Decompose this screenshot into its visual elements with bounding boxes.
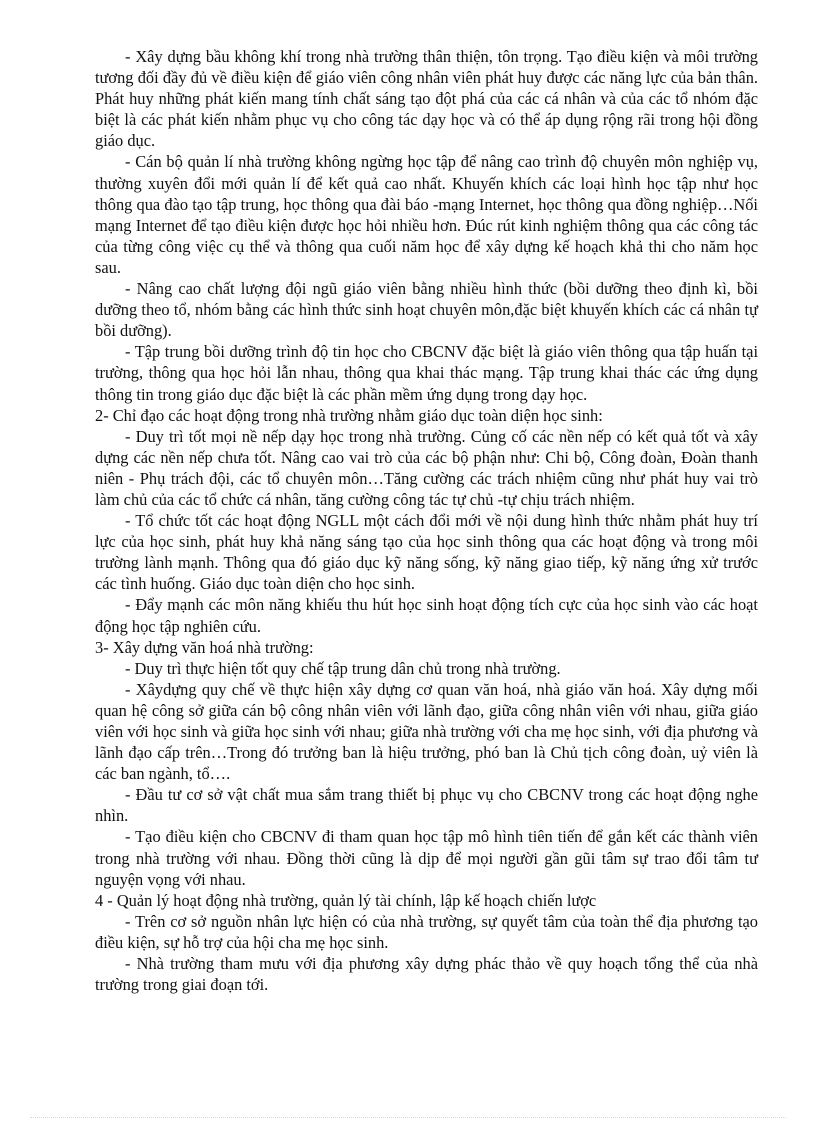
paragraph-field-trips: - Tạo điều kiện cho CBCNV đi tham quan học tập mô hình tiên tiến để gắn kết các thành viên trong nhà trường với nhau. Đồng thời cũng là dịp để mọi người gần gũi tâm sự trao đổi tâm tư nguyện vọng với nhau. bbox=[95, 827, 758, 889]
paragraph-it-training: - Tập trung bồi dưỡng trình độ tin học cho CBCNV đặc biệt là giáo viên thông qua tập huấn tại trường, thông qua học hỏi lẫn nhau, thông qua khai thác mạng. Tập trung khai thác các ứng dụng thông tin trong giáo dục đặc biệt là các phần mềm ứng dụng trong dạy học. bbox=[95, 342, 758, 404]
paragraph-planning: - Nhà trường tham mưu với địa phương xây dựng phác thảo về quy hoạch tổng thể của nhà trường trong giai đoạn tới. bbox=[95, 954, 758, 995]
document-body bbox=[95, 46, 758, 995]
section-heading-2: 2- Chỉ đạo các hoạt động trong nhà trường nhằm giáo dục toàn diện học sinh: bbox=[95, 405, 603, 425]
paragraph-management-learning: - Cán bộ quản lí nhà trường không ngừng học tập để nâng cao trình độ chuyên môn nghiệp vụ, thường xuyên đổi mới quản lí để kết quả cao nhất. Khuyến khích các loại hình học tập như học thông qua đào tạo tập trung, học thông qua đài báo -mạng Internet, học thông qua đồng nghiệp…Nối mạng Internet để tạo điều kiện được học hỏi nhiều hơn. Đúc rút kinh nghiệm thông qua các công tác của từng công việc cụ thể và thông qua cuối năm học để xây dựng kế hoạch khả thi cho năm học sau. bbox=[95, 152, 758, 277]
paragraph-democracy: - Duy trì thực hiện tốt quy chế tập trung dân chủ trong nhà trường. bbox=[125, 658, 561, 678]
paragraph-teacher-quality: - Nâng cao chất lượng đội ngũ giáo viên bằng nhiều hình thức (bồi dưỡng theo định kì, bồi dưỡng theo tổ, nhóm bằng các hình thức sinh hoạt chuyên môn,đặc biệt khuyến khích các cá nhân tự bồi dưỡng). bbox=[95, 279, 758, 341]
section-heading-3: 3- Xây dựng văn hoá nhà trường: bbox=[95, 637, 314, 657]
paragraph-school-atmosphere: - Xây dựng bầu không khí trong nhà trường thân thiện, tôn trọng. Tạo điều kiện và môi trường tương đối đầy đủ về điều kiện để giáo viên công nhân viên phát huy được các năng lực của bản thân. Phát huy những phát kiến mang tính chất sáng tạo đột phá của các cá nhân và của các tổ nhóm đặc biệt là các phát kiến nhằm phục vụ cho công tác dạy học và có thể áp dụng rộng rãi trong hội đồng giáo dục. bbox=[95, 47, 758, 151]
section-heading-4: 4 - Quản lý hoạt động nhà trường, quản lý tài chính, lập kế hoạch chiến lược bbox=[95, 890, 597, 910]
page-bottom-divider bbox=[30, 1117, 786, 1118]
paragraph-resources: - Trên cơ sở nguồn nhân lực hiện có của nhà trường, sự quyết tâm của toàn thể địa phương tạo điều kiện, sự hỗ trợ của hội cha mẹ học sinh. bbox=[95, 911, 758, 952]
paragraph-talent-subjects: - Đẩy mạnh các môn năng khiếu thu hút học sinh hoạt động tích cực của học sinh vào các hoạt động học tập nghiên cứu. bbox=[95, 595, 758, 636]
paragraph-cultural-rules: - Xâydựng quy chế về thực hiện xây dựng cơ quan văn hoá, nhà giáo văn hoá. Xây dựng mối quan hệ công sở giữa cán bộ công nhân viên với lãnh đạo, giữa công nhân viên với nhau, giữa giáo viên với học sinh và giữa học sinh với nhau; giữa nhà trường với cha mẹ học sinh, với địa phương và lãnh đạo cấp trên…Trong đó trưởng ban là hiệu trưởng, phó ban là Chủ tịch công đoàn, uỷ viên là các ban ngành, tổ…. bbox=[95, 679, 758, 784]
paragraph-extracurricular: - Tổ chức tốt các hoạt động NGLL một cách đổi mới về nội dung hình thức nhằm phát huy trí lực của học sinh, phát huy khả năng sáng tạo của học sinh thông qua các hoạt động và trong môi trường lành mạnh. Thông qua đó giáo dục kỹ năng sống, kỹ năng giao tiếp, kỹ năng ứng xử trước các tình huống. Giáo dục toàn diện cho học sinh. bbox=[95, 511, 758, 594]
paragraph-teaching-discipline: - Duy trì tốt mọi nề nếp dạy học trong nhà trường. Củng cố các nền nếp có kết quả tốt và xây dựng các nền nếp chưa tốt. Nâng cao vai trò của các bộ phận như: Chi bộ, Công đoàn, Đoàn thanh niên - Phụ trách đội, các tổ chuyên môn…Tăng cường các trách nhiệm cũng như phát huy vai trò làm chủ của các tổ chức cá nhân, tăng cường công tác tự chủ -tự chịu trách nhiệm. bbox=[95, 426, 758, 509]
paragraph-facilities: - Đầu tư cơ sở vật chất mua sắm trang thiết bị phục vụ cho CBCNV trong các hoạt động nghe nhìn. bbox=[95, 785, 758, 826]
